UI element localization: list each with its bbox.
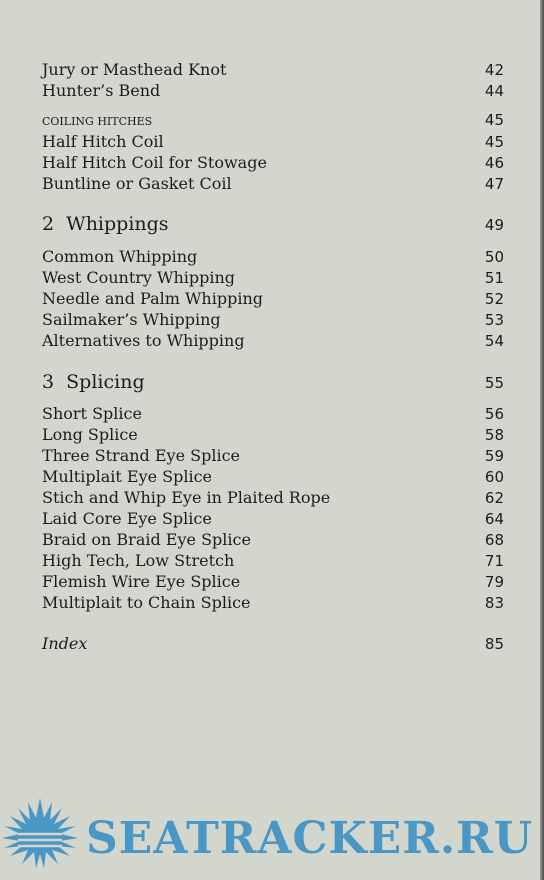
toc-entry[interactable] [42, 152, 504, 173]
toc-entry[interactable] [42, 246, 504, 267]
toc-entry[interactable] [42, 529, 504, 550]
toc-entry[interactable] [42, 466, 504, 487]
toc-entry[interactable] [42, 267, 504, 288]
toc-entry-page: 45 [484, 133, 504, 151]
toc-entry[interactable] [42, 403, 504, 424]
watermark-text: SEATRACKER.RU [86, 813, 534, 864]
page-edge-shadow [540, 0, 544, 880]
toc-entry-title: Common Whipping [42, 247, 198, 266]
toc-entry[interactable] [42, 59, 504, 80]
toc-entry[interactable] [42, 508, 504, 529]
toc-entry-title: Half Hitch Coil for Stowage [42, 153, 267, 172]
toc-entry-title: Braid on Braid Eye Splice [42, 530, 251, 549]
toc-entry-title: Long Splice [42, 425, 138, 444]
toc-entry[interactable] [42, 550, 504, 571]
toc-entry-title: West Country Whipping [42, 268, 236, 287]
toc-chapter-heading[interactable] [42, 211, 504, 237]
toc-entry-title: Multiplait to Chain Splice [42, 593, 251, 612]
toc-entry[interactable] [42, 330, 504, 351]
toc-entry[interactable] [42, 592, 504, 613]
toc-entry-title: Sailmaker’s Whipping [42, 310, 221, 329]
toc-entry-page: 64 [484, 510, 504, 528]
toc-entry-title: Short Splice [42, 404, 142, 423]
toc-entry-page: 51 [484, 269, 504, 287]
toc-entry-page: 44 [484, 82, 504, 100]
toc-chapter-heading[interactable] [42, 369, 504, 395]
toc-entry[interactable] [42, 445, 504, 466]
toc-entry-page: 60 [484, 468, 504, 486]
toc-entry-title: Three Strand Eye Splice [42, 446, 240, 465]
toc-section-heading[interactable] [42, 110, 504, 131]
toc-entry-title: Flemish Wire Eye Splice [42, 572, 241, 591]
toc-entry-page: 83 [484, 594, 504, 612]
toc-entry-page: 56 [484, 405, 504, 423]
toc-entry-page: 59 [484, 447, 504, 465]
toc-entry[interactable] [42, 173, 504, 194]
chapter-page: 49 [484, 216, 504, 234]
toc-entry-page: 71 [484, 552, 504, 570]
chapter-page: 55 [484, 374, 504, 392]
toc-entry-title: Laid Core Eye Splice [42, 509, 212, 528]
chapter-title: 3 Splicing [42, 371, 145, 393]
toc-entry-title: Needle and Palm Whipping [42, 289, 263, 308]
toc-entry[interactable] [42, 487, 504, 508]
toc-entry-page: 62 [484, 489, 504, 507]
toc-entry-title: Stich and Whip Eye in Plaited Rope [42, 488, 331, 507]
toc-entry-page: 46 [484, 154, 504, 172]
index-title: Index [42, 634, 88, 653]
toc-entry-page: 42 [484, 61, 504, 79]
toc-entry-page: 47 [484, 175, 504, 193]
toc-entry-title: Buntline or Gasket Coil [42, 174, 232, 193]
toc-entry[interactable] [42, 424, 504, 445]
toc-entry-page: 79 [484, 573, 504, 591]
toc-entry[interactable] [42, 80, 504, 101]
toc-entry-page: 45 [484, 111, 504, 129]
toc-entry-title: Jury or Masthead Knot [42, 60, 227, 79]
toc-entry-page: 53 [484, 311, 504, 329]
toc-entry[interactable] [42, 288, 504, 309]
chapter-title: 2 Whippings [42, 213, 169, 235]
toc-entry[interactable] [42, 131, 504, 152]
toc-entry-page: 58 [484, 426, 504, 444]
toc-entry-page: 52 [484, 290, 504, 308]
section-heading-title: COILING HITCHES [42, 115, 153, 128]
toc-entry-page: 68 [484, 531, 504, 549]
toc-entry-title: Multiplait Eye Splice [42, 467, 213, 486]
toc-entry-page: 54 [484, 332, 504, 350]
toc-entry-title: Half Hitch Coil [42, 132, 164, 151]
index-page: 85 [484, 635, 504, 653]
toc-entry[interactable] [42, 309, 504, 330]
toc-entry-title: Hunter’s Bend [42, 81, 161, 100]
toc-entry[interactable] [42, 571, 504, 592]
toc-entry-title: High Tech, Low Stretch [42, 551, 235, 570]
toc-entry-page: 50 [484, 248, 504, 266]
toc-index-entry[interactable] [42, 633, 504, 654]
toc-entry-title: Alternatives to Whipping [42, 331, 245, 350]
